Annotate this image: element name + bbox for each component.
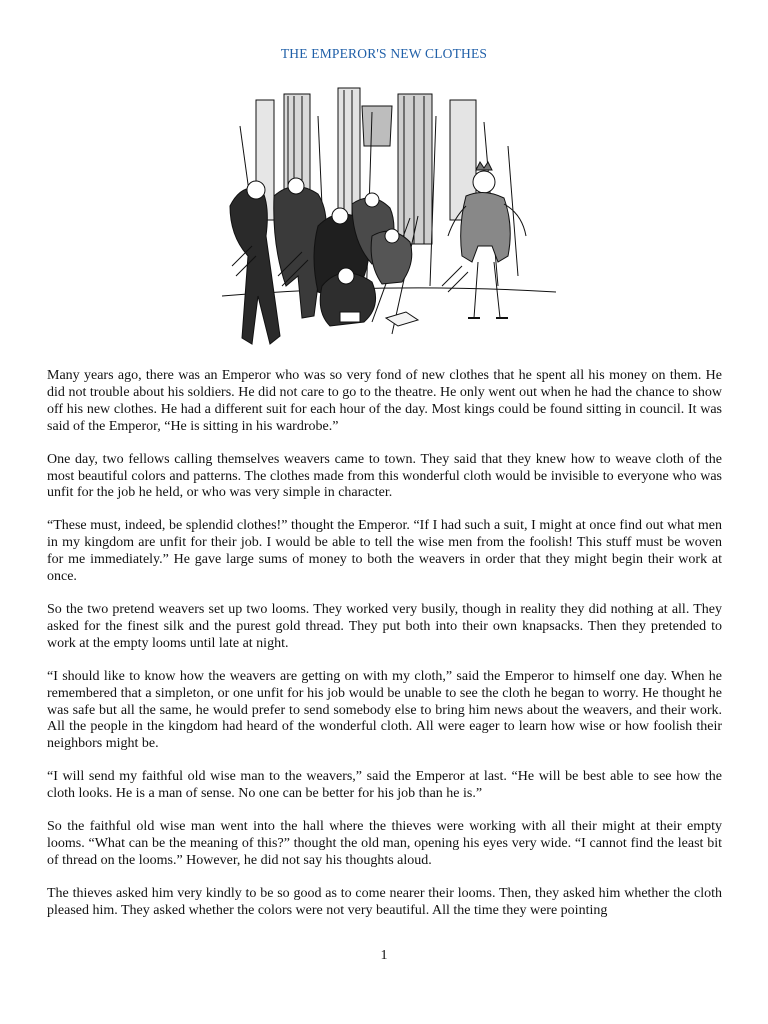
engraving-illustration xyxy=(222,86,556,352)
story-body xyxy=(47,368,722,936)
paragraph: The thieves asked him very kindly to be so good as to come nearer their looms. Then, they asked him whether the cloth pleased him. They asked whether the colors were not very beautiful. All the time they were pointing xyxy=(47,885,722,918)
paragraph: “I should like to know how the weavers are getting on with my cloth,” said the Emperor to himself one day. When he remembered that a simpleton, or one unfit for his job would be unable to see the cloth he began to worry. He thought he was safe but all the same, he would prefer to send somebody else to bring him news about the weavers, and their work. All the people in the kingdom had heard of the wonderful cloth. All were eager to learn how wise or how foolish their neighbors might be. xyxy=(47,668,722,752)
paragraph: One day, two fellows calling themselves weavers came to town. They said that they knew how to weave cloth of the most beautiful colors and patterns. The clothes made from this wonderful cloth would be invisible to everyone who was unfit for the job he held, or who was very simple in character. xyxy=(47,451,722,501)
page-title: THE EMPEROR'S NEW CLOTHES xyxy=(280,46,488,61)
paragraph: “I will send my faithful old wise man to the weavers,” said the Emperor at last. “He will be best able to see how the cloth looks. He is a man of sense. No one can be better for his job than he is.” xyxy=(47,769,722,802)
paragraph: So the two pretend weavers set up two looms. They worked very busily, though in reality they did nothing at all. They asked for the finest silk and the purest gold thread. They put both into their own knapsacks. Then they pretended to work at the empty looms until late at night. xyxy=(47,601,722,651)
paragraph: So the faithful old wise man went into the hall where the thieves were working with all their might at their empty looms. “What can be the meaning of this?” thought the old man, opening his eyes very wide. “I cannot find the least bit of thread on the looms.” However, he did not say his thoughts aloud. xyxy=(47,819,722,868)
page-number: 1 xyxy=(380,948,388,963)
paragraph: “These must, indeed, be splendid clothes!” thought the Emperor. “If I had such a suit, I might at once find out what men in my kingdom are unfit for their job. I would be able to tell the wise men from the foolish! This stuff must be woven for me immediately.” He gave large sums of money to both the weavers in order that they might begin their work at once. xyxy=(47,518,722,585)
paragraph: Many years ago, there was an Emperor who was so very fond of new clothes that he spent all his money on them. He did not trouble about his soldiers. He did not care to go to the theatre. He only went out when he had the chance to show off his new clothes. He had a different suit for each hour of the day. Most kings could be found sitting in council. It was said of the Emperor, “He is sitting in his wardrobe.” xyxy=(47,368,722,434)
